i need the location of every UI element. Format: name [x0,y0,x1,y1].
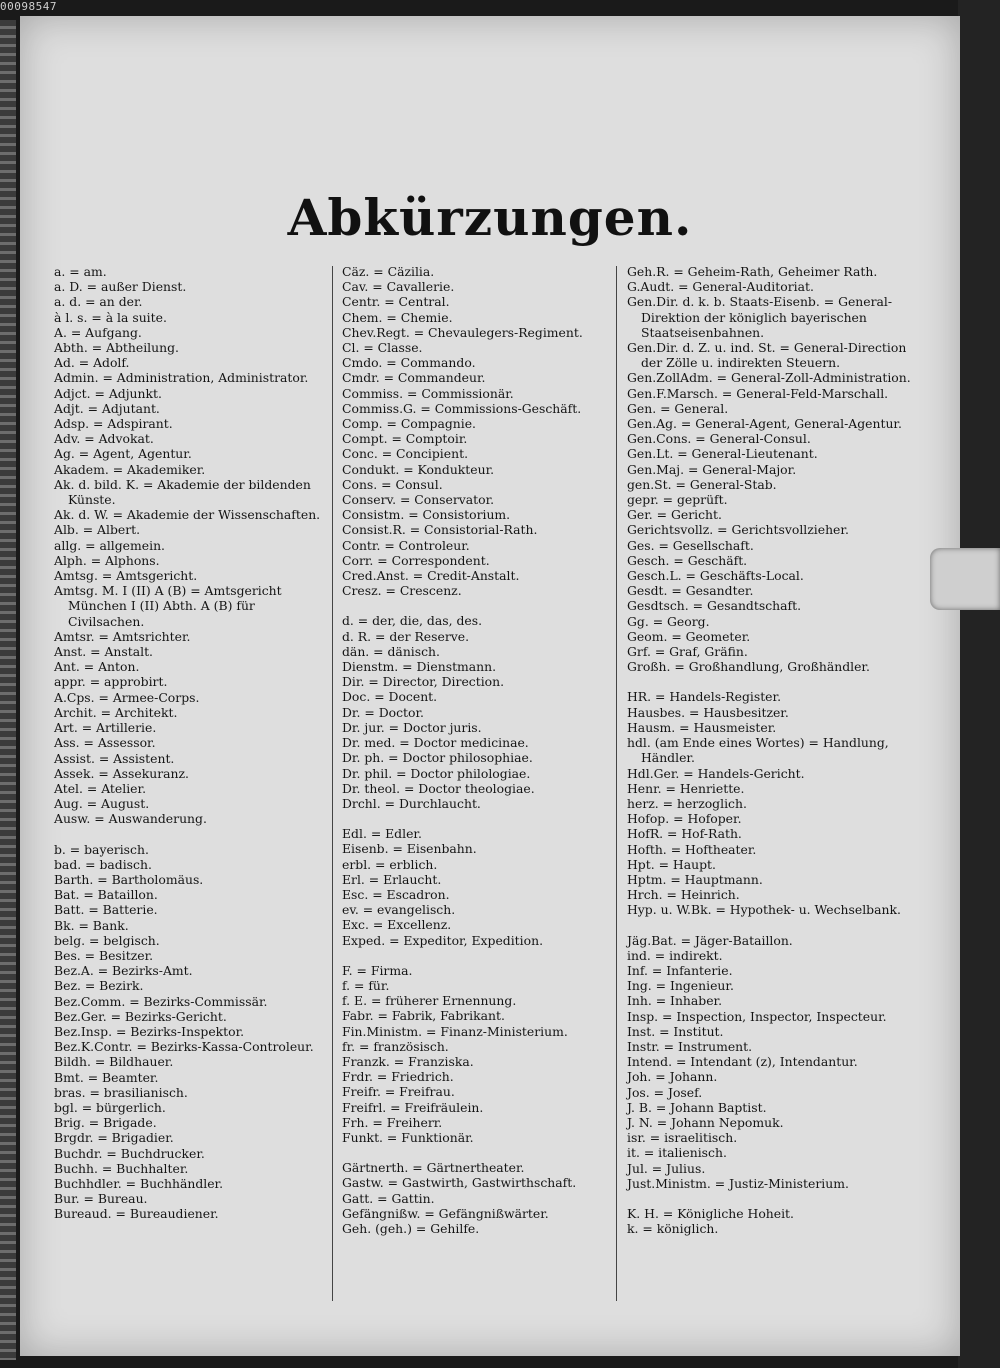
abbreviation-entry: belg. = belgisch. [54,932,160,948]
abbreviation-entry: Inf. = Infanterie. [627,962,733,978]
abbreviation-entry: Brig. = Brigade. [54,1115,157,1131]
abbreviation-entry: Dr. theol. = Doctor theologiae. [342,780,535,796]
abbreviation-entry: Bk. = Bank. [54,917,129,933]
abbreviation-entry: Akadem. = Akademiker. [54,461,206,477]
abbreviation-entry: Inst. = Institut. [627,1023,724,1039]
abbreviation-entry: Assist. = Assistent. [54,750,175,766]
abbreviation-entry: Gen.Dir. d. k. b. Staats-Eisenb. = General-Direktion der königlich bayerischen Staatseisenbahnen. [627,294,893,340]
abbreviation-entry: Adjt. = Adjutant. [54,400,160,416]
abbreviation-entry: Cäz. = Cäzilia. [342,264,435,279]
abbreviation-entry: Commiss.G. = Commissions-Geschäft. [342,400,582,416]
abbreviation-entry: Jul. = Julius. [627,1160,706,1176]
abbreviation-entry: Instr. = Instrument. [627,1038,753,1054]
abbreviation-entry: Edl. = Edler. [342,826,422,842]
section-gap [342,598,620,613]
abbreviation-entry: ind. = indirekt. [627,947,723,963]
abbreviation-entry: Cl. = Classe. [342,340,423,356]
abbreviation-entry: Art. = Artillerie. [54,720,157,736]
abbreviation-entry: Cmdo. = Commando. [342,355,476,371]
scan-id: 00098547 [0,0,57,13]
right-page-edge [958,0,1000,1368]
abbreviation-entry: Anst. = Anstalt. [54,644,153,660]
abbreviation-entry: A.Cps. = Armee-Corps. [54,689,200,705]
abbreviation-entry: à l. s. = à la suite. [54,309,167,325]
abbreviation-entry: Geom. = Geometer. [627,628,751,644]
abbreviation-entry: Amtsg. M. I (II) A (B) = Amtsgericht München I (II) Abth. A (B) für Civilsachen. [54,583,282,629]
abbreviation-entry: Joh. = Johann. [627,1069,718,1085]
abbreviation-entry: Gen.F.Marsch. = General-Feld-Marschall. [627,385,889,401]
section-gap [627,674,914,689]
abbreviation-entry: Bureaud. = Bureaudiener. [54,1206,219,1222]
abbreviation-entry: Amtsr. = Amtsrichter. [54,628,191,644]
abbreviation-entry: Dr. ph. = Doctor philosophiae. [342,750,533,766]
abbreviation-entry: k. = königlich. [627,1221,719,1237]
abbreviation-entry: Gen.Lt. = General-Lieutenant. [627,446,818,462]
abbreviation-entry: Chev.Regt. = Chevaulegers-Regiment. [342,324,583,340]
abbreviation-entry: a. D. = außer Dienst. [54,279,187,295]
column-divider [332,266,333,1301]
abbreviation-entry: Dir. = Director, Direction. [342,674,505,690]
abbreviation-entry: Gatt. = Gattin. [342,1190,435,1206]
abbreviation-entry: Abth. = Abtheilung. [54,340,179,356]
abbreviation-entry: Buchdr. = Buchdrucker. [54,1145,205,1161]
abbreviation-entry: gen.St. = General-Stab. [627,476,777,492]
abbreviation-entry: Ausw. = Auswanderung. [54,811,207,827]
abbreviation-entry: Just.Ministm. = Justiz-Ministerium. [627,1175,849,1191]
abbreviation-column-1 [54,264,332,1222]
abbreviation-entry: Ad. = Adolf. [54,355,130,371]
abbreviation-entry: Cav. = Cavallerie. [342,279,455,295]
abbreviation-entry: it. = italienisch. [627,1145,727,1161]
abbreviation-entry: Frdr. = Friedrich. [342,1069,454,1085]
abbreviation-entry: Jos. = Josef. [627,1084,703,1100]
abbreviation-entry: Hyp. u. W.Bk. = Hypothek- u. Wechselbank. [627,902,901,918]
abbreviation-entry: d. R. = der Reserve. [342,628,470,644]
abbreviation-entry: bad. = badisch. [54,856,152,872]
abbreviation-entry: Consist.R. = Consistorial-Rath. [342,522,538,538]
abbreviation-entry: Ger. = Gericht. [627,507,722,523]
abbreviation-entry: Gen.ZollAdm. = General-Zoll-Administration. [627,370,911,386]
abbreviation-entry: Bildh. = Bildhauer. [54,1054,174,1070]
abbreviation-entry: Compt. = Comptoir. [342,431,468,447]
abbreviation-entry: Buchhdler. = Buchhändler. [54,1175,224,1191]
abbreviation-entry: hdl. (am Ende eines Wortes) = Handlung, Händler. [627,735,889,766]
abbreviation-entry: Bez.Comm. = Bezirks-Commissär. [54,993,268,1009]
abbreviation-entry: Bes. = Besitzer. [54,947,154,963]
abbreviation-entry: Fabr. = Fabrik, Fabrikant. [342,1008,505,1024]
abbreviation-entry: Inh. = Inhaber. [627,993,723,1009]
abbreviation-entry: Corr. = Correspondent. [342,552,490,568]
abbreviation-entry: Geh. (geh.) = Gehilfe. [342,1220,480,1236]
abbreviation-entry: isr. = israelitisch. [627,1130,738,1146]
abbreviation-entry: Esc. = Escadron. [342,886,450,902]
abbreviation-column-3 [627,264,914,1236]
abbreviation-entry: G.Audt. = General-Auditoriat. [627,279,814,295]
abbreviation-entry: fr. = französisch. [342,1038,449,1054]
abbreviation-entry: a. = am. [54,264,107,279]
abbreviation-entry: allg. = allgemein. [54,537,165,553]
abbreviation-entry: Bur. = Bureau. [54,1191,148,1207]
abbreviation-entry: Henr. = Henriette. [627,780,745,796]
abbreviation-entry: Bez.Ger. = Bezirks-Gericht. [54,1008,227,1024]
abbreviation-entry: Assek. = Assekuranz. [54,765,189,781]
abbreviation-entry: Frh. = Freiherr. [342,1114,443,1130]
abbreviation-entry: Bez.A. = Bezirks-Amt. [54,963,193,979]
abbreviation-entry: Adv. = Advokat. [54,431,154,447]
document-page [20,16,960,1356]
abbreviation-entry: Ag. = Agent, Agentur. [54,446,192,462]
abbreviation-entry: Cred.Anst. = Credit-Anstalt. [342,568,520,584]
abbreviation-entry: Hdl.Ger. = Handels-Gericht. [627,765,805,781]
section-gap [54,827,332,842]
abbreviation-entry: Insp. = Inspection, Inspector, Inspecteur. [627,1008,887,1024]
abbreviation-entry: Comp. = Compagnie. [342,416,476,432]
abbreviation-entry: herz. = herzoglich. [627,795,747,811]
abbreviation-entry: Exc. = Excellenz. [342,917,452,933]
abbreviation-entry: d. = der, die, das, des. [342,613,483,629]
abbreviation-entry: Contr. = Controleur. [342,537,470,553]
abbreviation-entry: Eisenb. = Eisenbahn. [342,841,477,857]
abbreviation-entry: Hpt. = Haupt. [627,856,716,872]
abbreviation-entry: Ak. d. W. = Akademie der Wissenschaften. [54,507,321,523]
abbreviation-entry: ev. = evangelisch. [342,902,456,918]
abbreviation-entry: Consistm. = Consistorium. [342,507,511,523]
abbreviation-entry: Archit. = Architekt. [54,704,178,720]
abbreviation-entry: Gesch. = Geschäft. [627,552,748,568]
abbreviation-entry: K. H. = Königliche Hoheit. [627,1205,794,1221]
abbreviation-entry: Grf. = Graf, Gräfin. [627,644,748,660]
abbreviation-column-2 [342,264,620,1236]
section-gap [627,918,914,933]
abbreviation-entry: f. E. = früherer Ernennung. [342,993,517,1009]
abbreviation-entry: Bmt. = Beamter. [54,1069,159,1085]
page-title: Abkürzungen. [287,188,693,247]
abbreviation-entry: Atel. = Atelier. [54,780,147,796]
book-spine-edge [0,20,16,1360]
section-gap [342,948,620,963]
abbreviation-entry: Conc. = Concipient. [342,446,469,462]
abbreviation-entry: Gastw. = Gastwirth, Gastwirthschaft. [342,1175,577,1191]
abbreviation-entry: Brgdr. = Brigadier. [54,1130,174,1146]
abbreviation-entry: Gesch.L. = Geschäfts-Local. [627,568,804,584]
abbreviation-entry: dän. = dänisch. [342,643,440,659]
abbreviation-entry: Adsp. = Adspirant. [54,416,173,432]
section-gap [342,811,620,826]
abbreviation-entry: Hptm. = Hauptmann. [627,871,763,887]
abbreviation-entry: Batt. = Batterie. [54,902,158,918]
abbreviation-entry: Gefängnißw. = Gefängnißwärter. [342,1205,549,1221]
abbreviation-entry: Bat. = Bataillon. [54,887,158,903]
abbreviation-entry: Bez.Insp. = Bezirks-Inspektor. [54,1023,245,1039]
abbreviation-entry: Dienstm. = Dienstmann. [342,659,497,675]
abbreviation-entry: Ing. = Ingenieur. [627,978,734,994]
abbreviation-entry: Hausm. = Hausmeister. [627,719,777,735]
abbreviation-entry: Gen.Cons. = General-Consul. [627,431,811,447]
abbreviation-entry: Alph. = Alphons. [54,552,160,568]
abbreviation-entry: Intend. = Intendant (z), Intendantur. [627,1054,858,1070]
section-gap [627,1191,914,1206]
abbreviation-entry: a. d. = an der. [54,294,143,310]
abbreviation-entry: b. = bayerisch. [54,841,149,857]
abbreviation-entry: bgl. = bürgerlich. [54,1099,166,1115]
abbreviation-entry: Bez. = Bezirk. [54,978,144,994]
abbreviation-entry: J. B. = Johann Baptist. [627,1099,767,1115]
abbreviation-entry: Cmdr. = Commandeur. [342,370,486,386]
abbreviation-entry: Condukt. = Kondukteur. [342,461,495,477]
abbreviation-entry: Gen.Ag. = General-Agent, General-Agentur. [627,416,902,432]
page-clip [930,548,1000,610]
abbreviation-entry: Gärtnerth. = Gärtnertheater. [342,1160,525,1176]
abbreviation-entry: Gen.Dir. d. Z. u. ind. St. = General-Direction der Zölle u. indirekten Steuern. [627,340,907,371]
abbreviation-entry: Freifrl. = Freifräulein. [342,1099,484,1115]
abbreviation-entry: appr. = approbirt. [54,674,168,690]
abbreviation-entry: f. = für. [342,977,390,993]
abbreviation-entry: Dr. = Doctor. [342,704,424,720]
abbreviation-entry: Gesdtsch. = Gesandtschaft. [627,598,802,614]
abbreviation-entry: Doc. = Docent. [342,689,438,705]
abbreviation-entry: Gen.Maj. = General-Major. [627,461,797,477]
abbreviation-entry: Alb. = Albert. [54,522,141,538]
abbreviation-entry: Adjct. = Adjunkt. [54,385,162,401]
abbreviation-entry: Cresz. = Crescenz. [342,583,462,599]
abbreviation-entry: erbl. = erblich. [342,856,438,872]
abbreviation-entry: bras. = brasilianisch. [54,1084,188,1100]
abbreviation-entry: Erl. = Erlaucht. [342,871,442,887]
abbreviation-entry: Ant. = Anton. [54,659,140,675]
abbreviation-entry: Conserv. = Conservator. [342,492,495,508]
abbreviation-entry: Ak. d. bild. K. = Akademie der bildenden Künste. [54,476,311,508]
abbreviation-entry: Dr. med. = Doctor medicinae. [342,735,529,751]
abbreviation-entry: Cons. = Consul. [342,476,443,492]
abbreviation-entry: Amtsg. = Amtsgericht. [54,568,198,584]
abbreviation-entry: Barth. = Bartholomäus. [54,871,204,887]
abbreviation-entry: Commiss. = Commissionär. [342,385,514,401]
abbreviation-entry: Großh. = Großhandlung, Großhändler. [627,659,870,675]
abbreviation-entry: gepr. = geprüft. [627,492,728,508]
abbreviation-entry: Drchl. = Durchlaucht. [342,795,481,811]
abbreviation-entry: Geh.R. = Geheim-Rath, Geheimer Rath. [627,264,878,279]
abbreviation-entry: F. = Firma. [342,962,413,978]
abbreviation-entry: HofR. = Hof-Rath. [627,826,742,842]
abbreviation-entry: Gesdt. = Gesandter. [627,583,754,599]
abbreviation-entry: Dr. jur. = Doctor juris. [342,719,482,735]
abbreviation-entry: Admin. = Administration, Administrator. [54,370,309,386]
abbreviation-entry: Freifr. = Freifrau. [342,1084,455,1100]
abbreviation-entry: Jäg.Bat. = Jäger-Bataillon. [627,932,793,948]
abbreviation-entry: HR. = Handels-Register. [627,689,782,705]
abbreviation-entry: Funkt. = Funktionär. [342,1129,474,1145]
abbreviation-entry: Franzk. = Franziska. [342,1053,474,1069]
abbreviation-entry: Ass. = Assessor. [54,735,156,751]
abbreviation-entry: Hofop. = Hofoper. [627,811,742,827]
abbreviation-entry: Fin.Ministm. = Finanz-Ministerium. [342,1023,568,1039]
abbreviation-entry: Hausbes. = Hausbesitzer. [627,704,789,720]
abbreviation-entry: Gg. = Georg. [627,613,710,629]
abbreviation-entry: Gen. = General. [627,400,729,416]
abbreviation-entry: J. N. = Johann Nepomuk. [627,1114,784,1130]
abbreviation-entry: Buchh. = Buchhalter. [54,1160,189,1176]
abbreviation-entry: A. = Aufgang. [54,324,142,340]
abbreviation-entry: Aug. = August. [54,796,150,812]
abbreviation-entry: Bez.K.Contr. = Bezirks-Kassa-Controleur. [54,1039,314,1055]
section-gap [342,1145,620,1160]
abbreviation-entry: Gerichtsvollz. = Gerichtsvollzieher. [627,522,849,538]
abbreviation-entry: Centr. = Central. [342,294,450,310]
abbreviation-entry: Hrch. = Heinrich. [627,887,740,903]
abbreviation-entry: Chem. = Chemie. [342,309,453,325]
abbreviation-entry: Exped. = Expeditor, Expedition. [342,932,544,948]
abbreviation-entry: Hofth. = Hoftheater. [627,841,757,857]
abbreviation-entry: Dr. phil. = Doctor philologiae. [342,765,531,781]
abbreviation-entry: Ges. = Gesellschaft. [627,537,754,553]
